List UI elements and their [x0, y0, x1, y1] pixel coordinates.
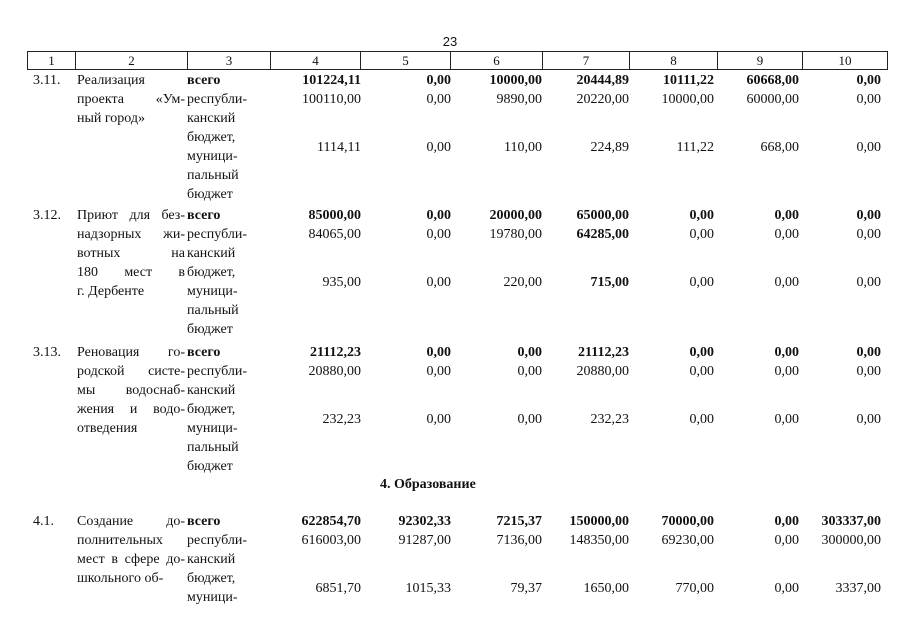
row-budget-type-line: пальный [187, 440, 239, 455]
cell-total-col-7: 150000,00 [569, 514, 629, 529]
row-budget-type [187, 71, 267, 204]
cell-republic-col-7: 148350,00 [569, 533, 629, 548]
cell-total-col-4: 622854,70 [301, 514, 361, 529]
cell-municipal-col-9: 0,00 [774, 412, 799, 427]
row-name-line: проекта «Ум- [77, 92, 185, 107]
cell-republic-col-6: 7136,00 [496, 533, 542, 548]
cell-municipal-col-8: 0,00 [689, 275, 714, 290]
cell-municipal-col-9: 0,00 [774, 581, 799, 596]
row-budget-type-line: республи- [187, 533, 247, 548]
row-budget-type [187, 206, 267, 339]
table-header-row [27, 51, 888, 70]
cell-municipal-col-4: 6851,70 [315, 581, 361, 596]
row-budget-type-line: муници- [187, 421, 238, 436]
cell-republic-col-6: 0,00 [517, 364, 542, 379]
cell-total-col-4: 21112,23 [310, 345, 361, 360]
cell-municipal-col-7: 715,00 [590, 275, 629, 290]
cell-municipal-col-6: 110,00 [504, 140, 542, 155]
cell-republic-col-10: 300000,00 [821, 533, 881, 548]
row-budget-type-line: бюджет [187, 459, 233, 474]
column-header-6: 6 [451, 52, 543, 69]
cell-total-col-7: 65000,00 [576, 208, 629, 223]
row-budget-type-line: всего [187, 73, 221, 88]
row-budget-type-line: бюджет, [187, 130, 236, 145]
cell-municipal-col-6: 220,00 [503, 275, 542, 290]
row-budget-type-line: канский [187, 552, 236, 567]
row-name [77, 512, 185, 588]
row-code: 4.1. [33, 514, 54, 529]
cell-total-col-4: 85000,00 [308, 208, 361, 223]
row-budget-type-line: бюджет [187, 322, 233, 337]
cell-municipal-col-8: 770,00 [675, 581, 714, 596]
cell-municipal-col-7: 232,23 [590, 412, 629, 427]
column-header-3: 3 [188, 52, 271, 69]
row-budget-type-line: пальный [187, 168, 239, 183]
cell-total-col-7: 21112,23 [578, 345, 629, 360]
cell-republic-col-7: 64285,00 [576, 227, 629, 242]
cell-republic-col-4: 100110,00 [302, 92, 361, 107]
cell-total-col-10: 303337,00 [821, 514, 881, 529]
row-budget-type-line: всего [187, 514, 221, 529]
cell-republic-col-8: 69230,00 [661, 533, 714, 548]
row-name-line: родской систе- [77, 364, 185, 379]
column-header-1: 1 [28, 52, 76, 69]
cell-municipal-col-4: 935,00 [322, 275, 361, 290]
cell-total-col-4: 101224,11 [302, 73, 361, 88]
cell-total-col-5: 92302,33 [398, 514, 451, 529]
row-budget-type [187, 343, 267, 476]
cell-municipal-col-9: 0,00 [774, 275, 799, 290]
row-budget-type-line: всего [187, 345, 221, 360]
cell-municipal-col-6: 79,37 [510, 581, 542, 596]
row-code: 3.11. [33, 73, 61, 88]
row-name-line: Реализация [77, 73, 145, 88]
row-name-line: надзорных жи- [77, 227, 185, 242]
row-name-line: полнительных [77, 533, 163, 548]
column-header-7: 7 [543, 52, 630, 69]
cell-municipal-col-5: 0,00 [426, 140, 451, 155]
cell-municipal-col-4: 1114,11 [317, 140, 361, 155]
cell-republic-col-8: 0,00 [689, 227, 714, 242]
cell-total-col-8: 0,00 [689, 208, 714, 223]
cell-total-col-8: 10111,22 [663, 73, 714, 88]
cell-municipal-col-5: 0,00 [426, 412, 451, 427]
column-header-10: 10 [803, 52, 888, 69]
cell-republic-col-10: 0,00 [856, 364, 881, 379]
cell-total-col-5: 0,00 [426, 208, 451, 223]
cell-municipal-col-8: 0,00 [689, 412, 714, 427]
column-header-8: 8 [630, 52, 718, 69]
row-name-line: Реновация го- [77, 345, 185, 360]
row-budget-type-line: муници- [187, 590, 238, 605]
row-name-line: Приют для без- [77, 208, 185, 223]
cell-municipal-col-4: 232,23 [322, 412, 361, 427]
row-budget-type-line: бюджет [187, 187, 233, 202]
cell-municipal-col-5: 0,00 [426, 275, 451, 290]
row-name-line: г. Дербенте [77, 284, 145, 299]
cell-total-col-8: 70000,00 [661, 514, 714, 529]
cell-republic-col-8: 0,00 [689, 364, 714, 379]
cell-republic-col-4: 616003,00 [301, 533, 361, 548]
row-code: 3.12. [33, 208, 61, 223]
row-name-line: вотных на [77, 246, 185, 261]
row-name-line: школьного об- [77, 571, 164, 586]
column-header-9: 9 [718, 52, 803, 69]
row-budget-type [187, 512, 267, 607]
cell-republic-col-9: 0,00 [774, 533, 799, 548]
row-budget-type-line: муници- [187, 284, 238, 299]
row-name-line: мы водоснаб- [77, 383, 185, 398]
cell-total-col-5: 0,00 [426, 73, 451, 88]
row-budget-type-line: канский [187, 111, 236, 126]
cell-republic-col-4: 84065,00 [308, 227, 361, 242]
cell-republic-col-8: 10000,00 [661, 92, 714, 107]
cell-republic-col-10: 0,00 [856, 227, 881, 242]
cell-republic-col-10: 0,00 [856, 92, 881, 107]
row-name-line: отведения [77, 421, 138, 436]
row-name-line: 180 мест в [77, 265, 185, 280]
row-budget-type-line: республи- [187, 227, 247, 242]
cell-total-col-6: 0,00 [517, 345, 542, 360]
cell-republic-col-5: 0,00 [426, 92, 451, 107]
row-name [77, 343, 185, 438]
row-budget-type-line: муници- [187, 149, 238, 164]
cell-municipal-col-10: 0,00 [856, 140, 881, 155]
row-budget-type-line: бюджет, [187, 402, 236, 417]
row-name [77, 206, 185, 301]
row-budget-type-line: канский [187, 383, 236, 398]
cell-municipal-col-9: 668,00 [760, 140, 799, 155]
cell-republic-col-6: 19780,00 [489, 227, 542, 242]
cell-total-col-9: 60668,00 [746, 73, 799, 88]
row-budget-type-line: республи- [187, 92, 247, 107]
row-name [77, 71, 185, 128]
row-name-line: жения и водо- [77, 402, 185, 417]
section-title: 4. Образование [380, 477, 476, 492]
cell-total-col-10: 0,00 [856, 73, 881, 88]
column-header-2: 2 [76, 52, 188, 69]
cell-municipal-col-7: 224,89 [590, 140, 629, 155]
row-budget-type-line: всего [187, 208, 221, 223]
cell-total-col-6: 7215,37 [496, 514, 542, 529]
cell-republic-col-5: 91287,00 [398, 533, 451, 548]
cell-total-col-8: 0,00 [689, 345, 714, 360]
cell-total-col-9: 0,00 [774, 345, 799, 360]
row-budget-type-line: канский [187, 246, 236, 261]
cell-municipal-col-10: 3337,00 [835, 581, 881, 596]
row-code: 3.13. [33, 345, 61, 360]
cell-republic-col-9: 0,00 [774, 364, 799, 379]
cell-municipal-col-8: 111,22 [676, 140, 714, 155]
cell-republic-col-6: 9890,00 [496, 92, 542, 107]
cell-total-col-7: 20444,89 [576, 73, 629, 88]
row-budget-type-line: бюджет, [187, 265, 236, 280]
row-name-line: Создание до- [77, 514, 185, 529]
row-name-line: мест в сфере до- [77, 552, 185, 567]
cell-total-col-10: 0,00 [856, 345, 881, 360]
column-header-5: 5 [361, 52, 451, 69]
cell-total-col-9: 0,00 [774, 514, 799, 529]
column-header-4: 4 [271, 52, 361, 69]
cell-total-col-6: 10000,00 [489, 73, 542, 88]
cell-republic-col-7: 20880,00 [576, 364, 629, 379]
cell-total-col-6: 20000,00 [489, 208, 542, 223]
cell-republic-col-7: 20220,00 [576, 92, 629, 107]
cell-municipal-col-10: 0,00 [856, 275, 881, 290]
row-name-line: ный город» [77, 111, 146, 126]
cell-total-col-5: 0,00 [426, 345, 451, 360]
row-budget-type-line: бюджет, [187, 571, 236, 586]
row-budget-type-line: пальный [187, 303, 239, 318]
cell-republic-col-4: 20880,00 [308, 364, 361, 379]
page-number: 23 [442, 34, 458, 49]
cell-republic-col-5: 0,00 [426, 364, 451, 379]
cell-municipal-col-10: 0,00 [856, 412, 881, 427]
cell-municipal-col-6: 0,00 [517, 412, 542, 427]
cell-republic-col-9: 60000,00 [746, 92, 799, 107]
cell-municipal-col-5: 1015,33 [405, 581, 451, 596]
cell-total-col-10: 0,00 [856, 208, 881, 223]
row-budget-type-line: республи- [187, 364, 247, 379]
cell-total-col-9: 0,00 [774, 208, 799, 223]
cell-municipal-col-7: 1650,00 [583, 581, 629, 596]
cell-republic-col-9: 0,00 [774, 227, 799, 242]
cell-republic-col-5: 0,00 [426, 227, 451, 242]
